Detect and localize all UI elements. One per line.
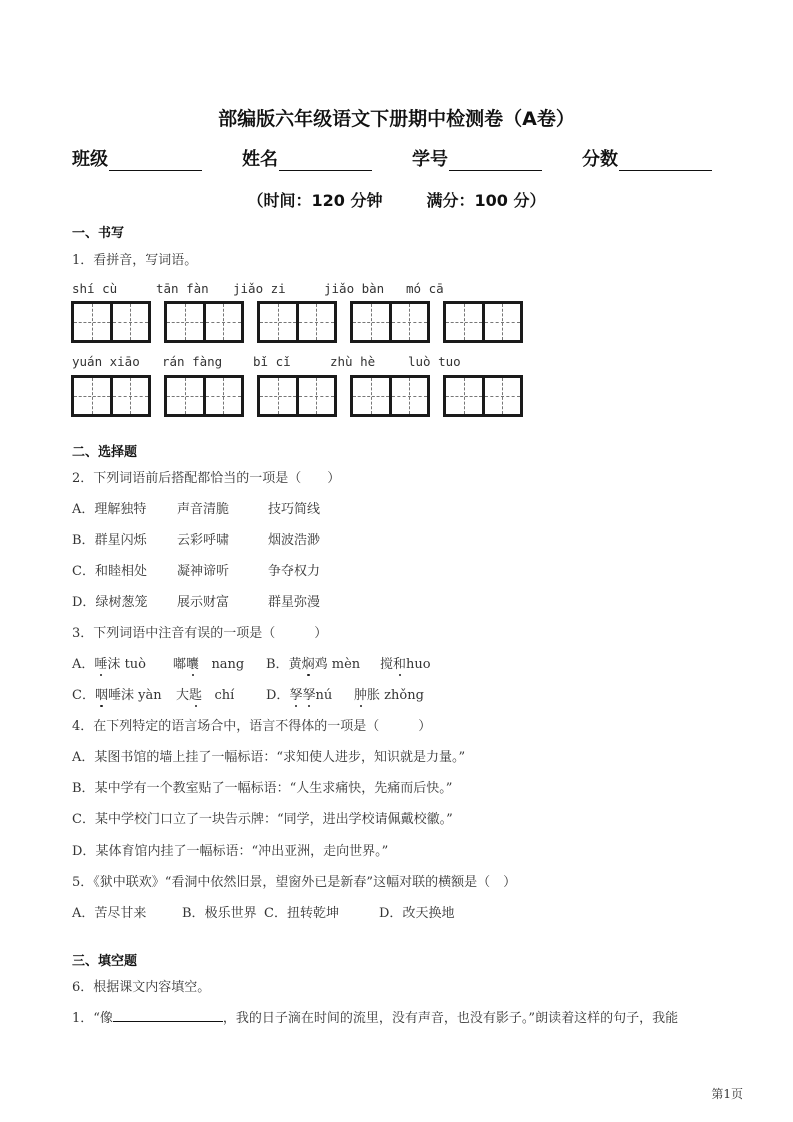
q2-option-a[interactable] bbox=[72, 498, 146, 517]
writing-cell[interactable] bbox=[389, 378, 428, 414]
writing-box[interactable] bbox=[164, 301, 244, 343]
writing-cell[interactable] bbox=[203, 378, 242, 414]
option-word: 绿树葱笼 bbox=[95, 595, 148, 610]
writing-cell[interactable] bbox=[74, 304, 110, 340]
writing-cell[interactable] bbox=[203, 304, 242, 340]
pinyin-label: rán fàng bbox=[162, 354, 223, 369]
student-info-row bbox=[72, 145, 752, 171]
writing-cell[interactable] bbox=[353, 378, 389, 414]
question-6-stem: 6．根据课文内容填空。 bbox=[72, 980, 211, 995]
option-label: D． bbox=[72, 595, 96, 610]
option-word: 群星弥漫 bbox=[268, 595, 321, 610]
option-word: 唾沫 bbox=[107, 688, 134, 703]
pinyin-label: jiǎo bàn bbox=[324, 281, 385, 296]
class-field[interactable] bbox=[72, 145, 202, 171]
writing-cell[interactable] bbox=[482, 304, 521, 340]
option-label: C． bbox=[72, 688, 95, 703]
page-number: 第1页 bbox=[711, 1087, 743, 1101]
writing-box[interactable] bbox=[350, 375, 430, 417]
option-word: 展示财富 bbox=[177, 595, 230, 610]
option-pinyin: yàn bbox=[138, 688, 162, 703]
q3-option-c[interactable] bbox=[72, 684, 162, 703]
dotted-char: 孥 bbox=[289, 684, 302, 703]
student-id-blank[interactable] bbox=[449, 153, 542, 171]
q2-option-b[interactable] bbox=[72, 529, 147, 548]
writing-cell[interactable] bbox=[260, 304, 296, 340]
score-label: 分数 bbox=[582, 149, 618, 170]
pinyin-label: mó cā bbox=[406, 281, 444, 296]
class-blank[interactable] bbox=[109, 153, 202, 171]
option-label: C． bbox=[72, 812, 95, 827]
exam-meta bbox=[0, 188, 793, 211]
writing-box[interactable] bbox=[71, 301, 151, 343]
option-word: 黄 bbox=[288, 657, 302, 672]
option-word: 云彩呼啸 bbox=[177, 533, 230, 548]
q3-option-d-word2 bbox=[354, 684, 424, 703]
section-title-choice: 二、选择题 bbox=[72, 445, 138, 460]
pinyin-label: tān fàn bbox=[156, 281, 209, 296]
option-pinyin: huo bbox=[406, 657, 431, 672]
writing-cell[interactable] bbox=[296, 378, 335, 414]
option-label: B． bbox=[72, 533, 95, 548]
option-label: C． bbox=[72, 564, 95, 579]
question-4-stem: 4．在下列特定的语言场合中，语言不得体的一项是（ ） bbox=[72, 719, 432, 734]
writing-box[interactable] bbox=[350, 301, 430, 343]
name-field[interactable] bbox=[242, 145, 372, 171]
pinyin-label: jiǎo zi bbox=[233, 281, 286, 296]
option-text: 某图书馆的墙上挂了一幅标语：“求知使人进步，知识就是力量。” bbox=[94, 750, 466, 765]
option-text: 某中学有一个教室贴了一幅标语：“人生求痛快，先痛而后快。” bbox=[94, 781, 453, 796]
option-word: 大 bbox=[176, 688, 190, 703]
time-limit: （时间：120 分钟 bbox=[247, 191, 383, 210]
writing-box[interactable] bbox=[443, 301, 523, 343]
pinyin-label: bǐ cǐ bbox=[253, 354, 291, 369]
score-blank[interactable] bbox=[619, 153, 712, 171]
writing-cell[interactable] bbox=[353, 304, 389, 340]
pinyin-label: luò tuo bbox=[408, 354, 461, 369]
option-text: 苦尽甘来 bbox=[94, 906, 147, 921]
option-label: D． bbox=[379, 906, 403, 921]
exam-title: 部编版六年级语文下册期中检测卷（A卷） bbox=[218, 108, 575, 130]
option-pinyin: chí bbox=[214, 688, 235, 703]
sub-suffix: ，我的日子滴在时间的流里，没有声音，也没有影子。”朗读着这样的句子，我能 bbox=[222, 1011, 679, 1026]
option-word: 凝神谛听 bbox=[177, 564, 230, 579]
name-label: 姓名 bbox=[242, 149, 278, 170]
q4-option-d[interactable] bbox=[72, 840, 388, 859]
dotted-char: 焖 bbox=[302, 653, 315, 672]
pinyin-label: yuán xiāo bbox=[72, 354, 140, 369]
writing-cell[interactable] bbox=[446, 304, 482, 340]
option-label: A． bbox=[72, 750, 95, 765]
section-title-writing: 一、书写 bbox=[72, 226, 125, 241]
writing-box[interactable] bbox=[257, 375, 337, 417]
dotted-char: 咽 bbox=[95, 684, 108, 703]
dotted-char: 匙 bbox=[189, 684, 202, 703]
q4-option-a[interactable] bbox=[72, 746, 465, 765]
question-1-stem: 1．看拼音，写词语。 bbox=[72, 253, 198, 268]
option-pinyin: nú bbox=[315, 688, 333, 703]
full-score: 满分：100 分） bbox=[426, 191, 546, 210]
writing-cell[interactable] bbox=[110, 304, 149, 340]
writing-box[interactable] bbox=[71, 375, 151, 417]
q4-option-b[interactable] bbox=[72, 777, 452, 796]
q3-option-a[interactable] bbox=[72, 653, 146, 672]
option-pinyin: nang bbox=[211, 657, 245, 672]
answer-blank[interactable] bbox=[113, 1008, 223, 1022]
dotted-char: 和 bbox=[393, 653, 406, 672]
score-field[interactable] bbox=[582, 145, 712, 171]
option-pinyin: mèn bbox=[331, 657, 361, 672]
student-id-field[interactable] bbox=[412, 145, 542, 171]
section-title-fill-blank: 三、填空题 bbox=[72, 954, 138, 969]
writing-cell[interactable] bbox=[260, 378, 296, 414]
option-word: 理解独特 bbox=[94, 502, 147, 517]
q3-option-c-word2 bbox=[176, 684, 234, 703]
dotted-char: 唾 bbox=[94, 653, 107, 672]
q3-option-d[interactable] bbox=[266, 684, 332, 703]
q3-option-b-word2 bbox=[380, 653, 431, 672]
q5-option-c[interactable] bbox=[264, 902, 339, 921]
question-5-stem: 5．《狱中联欢》“看洞中依然旧景，望窗外已是新春”这幅对联的横额是（ ） bbox=[72, 875, 517, 890]
option-word: 烟波浩渺 bbox=[268, 533, 321, 548]
option-label: B． bbox=[72, 781, 95, 796]
student-id-label: 学号 bbox=[412, 149, 448, 170]
writing-box[interactable] bbox=[164, 375, 244, 417]
question-3-stem: 3．下列词语中注音有误的一项是（ ） bbox=[72, 626, 328, 641]
option-pinyin: tuò bbox=[124, 657, 146, 672]
option-label: A． bbox=[72, 657, 95, 672]
q2-option-d[interactable] bbox=[72, 591, 147, 610]
option-word: 和睦相处 bbox=[94, 564, 147, 579]
option-word: 群星闪烁 bbox=[94, 533, 147, 548]
option-text: 某中学校门口立了一块告示牌：“同学，进出学校请佩戴校徽。” bbox=[94, 812, 453, 827]
option-text: 极乐世界 bbox=[204, 906, 257, 921]
q4-option-c[interactable] bbox=[72, 808, 453, 827]
writing-cell[interactable] bbox=[446, 378, 482, 414]
writing-box[interactable] bbox=[443, 375, 523, 417]
option-label: B． bbox=[182, 906, 205, 921]
writing-box[interactable] bbox=[257, 301, 337, 343]
option-word: 沫 bbox=[107, 657, 121, 672]
q5-option-b[interactable] bbox=[182, 902, 257, 921]
q2-option-c[interactable] bbox=[72, 560, 147, 579]
writing-cell[interactable] bbox=[389, 304, 428, 340]
q5-option-a[interactable] bbox=[72, 902, 146, 921]
dotted-char: 肿 bbox=[354, 684, 367, 703]
sub-prefix: 1．“像 bbox=[72, 1011, 113, 1026]
option-word: 搅 bbox=[380, 657, 394, 672]
option-text: 某体育馆内挂了一幅标语：“冲出亚洲，走向世界。” bbox=[95, 844, 389, 859]
dotted-char: 囔 bbox=[186, 653, 199, 672]
q3-option-b[interactable] bbox=[266, 653, 360, 672]
question-2-stem: 2．下列词语前后搭配都恰当的一项是（ ） bbox=[72, 471, 341, 486]
writing-cell[interactable] bbox=[74, 378, 110, 414]
option-label: A． bbox=[72, 906, 95, 921]
option-text: 改天换地 bbox=[402, 906, 455, 921]
option-word: 声音清脆 bbox=[177, 502, 230, 517]
pinyin-label: zhù hè bbox=[330, 354, 376, 369]
option-label: C． bbox=[264, 906, 287, 921]
option-word: 鸡 bbox=[314, 657, 328, 672]
option-word: 嘟 bbox=[173, 657, 187, 672]
q6-sub-1 bbox=[72, 1007, 678, 1026]
name-blank[interactable] bbox=[279, 153, 372, 171]
option-pinyin: zhǒng bbox=[384, 688, 424, 703]
writing-cell[interactable] bbox=[482, 378, 521, 414]
pinyin-label: shí cù bbox=[72, 281, 118, 296]
option-label: D． bbox=[72, 844, 96, 859]
option-label: D． bbox=[266, 688, 290, 703]
class-label: 班级 bbox=[72, 149, 108, 170]
writing-cell[interactable] bbox=[167, 378, 203, 414]
writing-cell[interactable] bbox=[110, 378, 149, 414]
option-text: 扭转乾坤 bbox=[286, 906, 339, 921]
option-word: 技巧简线 bbox=[268, 502, 321, 517]
option-word: 胀 bbox=[367, 688, 381, 703]
option-label: A． bbox=[72, 502, 95, 517]
option-word: 争夺权力 bbox=[268, 564, 321, 579]
option-label: B． bbox=[266, 657, 289, 672]
dotted-char: 孥 bbox=[302, 684, 315, 703]
writing-cell[interactable] bbox=[296, 304, 335, 340]
q5-option-d[interactable] bbox=[379, 902, 454, 921]
writing-cell[interactable] bbox=[167, 304, 203, 340]
q3-option-a-word2 bbox=[173, 653, 244, 672]
